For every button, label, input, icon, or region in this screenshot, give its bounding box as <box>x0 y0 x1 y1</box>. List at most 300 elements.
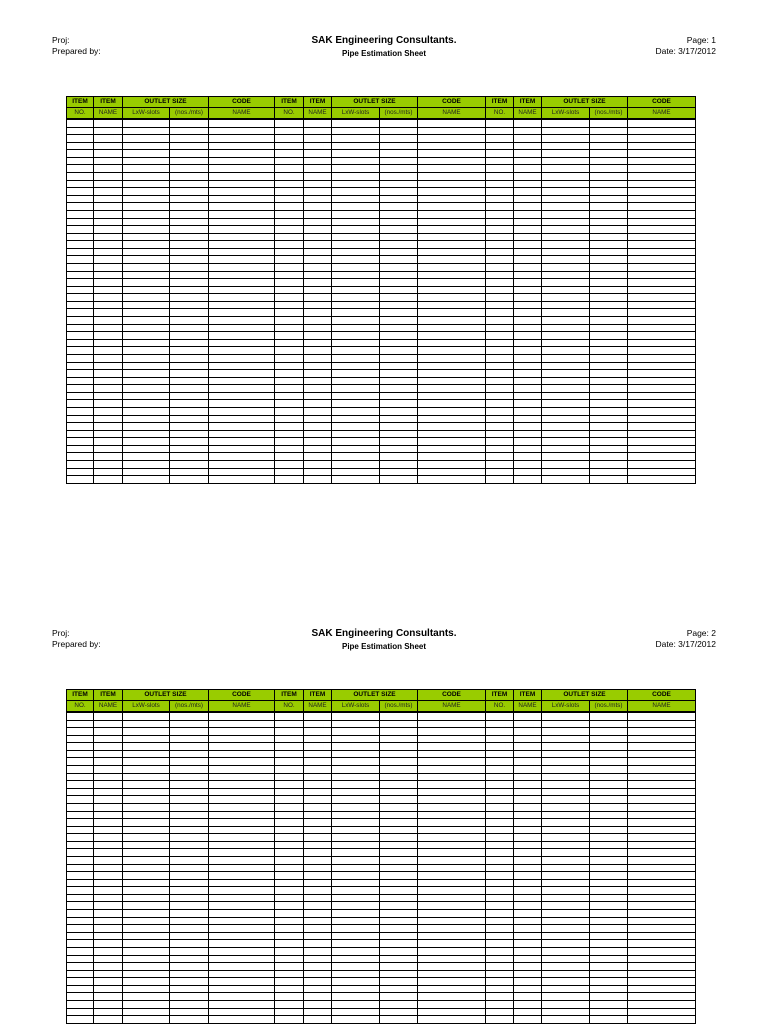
table-cell <box>275 758 304 766</box>
table-cell <box>486 880 514 888</box>
table-cell <box>209 241 275 249</box>
table-cell <box>123 317 170 325</box>
table-cell <box>332 940 380 948</box>
table-cell <box>542 438 590 446</box>
table-cell <box>275 880 304 888</box>
table-cell <box>628 416 696 424</box>
table-cell <box>304 128 332 136</box>
table-cell <box>514 842 542 850</box>
code-name-subheading: NAME <box>209 108 275 120</box>
table-cell <box>304 789 332 797</box>
table-cell <box>486 849 514 857</box>
table-cell <box>275 925 304 933</box>
table-cell <box>275 857 304 865</box>
table-cell <box>304 880 332 888</box>
table-cell <box>170 766 209 774</box>
table-cell <box>209 827 275 835</box>
table-cell <box>123 963 170 971</box>
table-cell <box>275 476 304 484</box>
table-cell <box>628 363 696 371</box>
table-cell <box>94 203 123 211</box>
table-cell <box>94 196 123 204</box>
table-cell <box>170 355 209 363</box>
table-cell <box>590 789 628 797</box>
table-cell <box>332 918 380 926</box>
table-cell <box>123 363 170 371</box>
table-cell <box>542 758 590 766</box>
item-no-subheading: NO. <box>486 701 514 713</box>
table-cell <box>123 219 170 227</box>
table-cell <box>94 347 123 355</box>
table-cell <box>486 446 514 454</box>
table-cell <box>542 340 590 348</box>
table-cell <box>170 181 209 189</box>
table-cell <box>628 438 696 446</box>
table-cell <box>209 857 275 865</box>
table-cell <box>628 834 696 842</box>
table-cell <box>628 203 696 211</box>
table-cell <box>542 963 590 971</box>
table-cell <box>418 423 486 431</box>
table-cell <box>514 165 542 173</box>
table-cell <box>628 461 696 469</box>
table-cell <box>66 834 94 842</box>
table-cell <box>94 173 123 181</box>
table-row <box>66 849 696 857</box>
table-cell <box>542 827 590 835</box>
table-cell <box>94 431 123 439</box>
table-row <box>66 416 696 424</box>
table-cell <box>418 287 486 295</box>
table-row <box>66 128 696 136</box>
table-cell <box>380 910 418 918</box>
table-cell <box>123 120 170 128</box>
table-cell <box>486 256 514 264</box>
table-cell <box>66 128 94 136</box>
table-cell <box>590 287 628 295</box>
table-cell <box>628 325 696 333</box>
table-cell <box>66 226 94 234</box>
table-cell <box>514 751 542 759</box>
table-row <box>66 158 696 166</box>
table-cell <box>304 1001 332 1009</box>
table-cell <box>514 880 542 888</box>
table-cell <box>275 196 304 204</box>
estimation-table <box>66 96 696 484</box>
table-cell <box>123 469 170 477</box>
table-cell <box>542 158 590 166</box>
table-cell <box>94 279 123 287</box>
table-cell <box>486 940 514 948</box>
table-cell <box>590 226 628 234</box>
table-cell <box>514 196 542 204</box>
table-cell <box>170 423 209 431</box>
table-cell <box>486 332 514 340</box>
table-cell <box>170 743 209 751</box>
table-cell <box>170 234 209 242</box>
table-cell <box>380 226 418 234</box>
table-cell <box>418 963 486 971</box>
table-cell <box>332 196 380 204</box>
table-cell <box>66 287 94 295</box>
item-no-heading: ITEM <box>486 96 514 108</box>
table-cell <box>304 309 332 317</box>
table-cell <box>123 188 170 196</box>
outlet-nos-mts-subheading: (nos./mts) <box>170 701 209 713</box>
table-cell <box>94 804 123 812</box>
table-cell <box>542 978 590 986</box>
table-cell <box>380 902 418 910</box>
table-cell <box>123 264 170 272</box>
table-cell <box>418 370 486 378</box>
table-cell <box>275 249 304 257</box>
table-row <box>66 910 696 918</box>
table-cell <box>123 408 170 416</box>
table-cell <box>332 150 380 158</box>
table-cell <box>94 721 123 729</box>
table-cell <box>209 728 275 736</box>
table-cell <box>332 781 380 789</box>
table-cell <box>514 173 542 181</box>
table-cell <box>628 120 696 128</box>
table-cell <box>170 789 209 797</box>
table-cell <box>418 211 486 219</box>
table-cell <box>209 834 275 842</box>
table-row <box>66 963 696 971</box>
table-cell <box>542 781 590 789</box>
table-cell <box>418 1016 486 1024</box>
table-cell <box>170 849 209 857</box>
table-cell <box>275 971 304 979</box>
table-cell <box>542 743 590 751</box>
table-cell <box>304 713 332 721</box>
table-cell <box>418 812 486 820</box>
table-cell <box>66 819 94 827</box>
table-cell <box>542 812 590 820</box>
table-cell <box>332 355 380 363</box>
table-cell <box>332 827 380 835</box>
table-cell <box>304 196 332 204</box>
table-cell <box>542 234 590 242</box>
table-cell <box>170 128 209 136</box>
table-cell <box>418 743 486 751</box>
table-cell <box>332 804 380 812</box>
table-cell <box>590 849 628 857</box>
table-cell <box>123 203 170 211</box>
table-cell <box>304 804 332 812</box>
table-cell <box>514 933 542 941</box>
table-cell <box>332 751 380 759</box>
table-cell <box>514 355 542 363</box>
table-cell <box>418 827 486 835</box>
table-cell <box>94 880 123 888</box>
table-cell <box>380 234 418 242</box>
table-cell <box>542 332 590 340</box>
table-cell <box>209 940 275 948</box>
table-cell <box>94 948 123 956</box>
table-cell <box>170 188 209 196</box>
table-cell <box>66 842 94 850</box>
table-cell <box>590 857 628 865</box>
table-cell <box>486 128 514 136</box>
table-cell <box>275 781 304 789</box>
item-name-heading: ITEM <box>304 96 332 108</box>
table-cell <box>542 865 590 873</box>
table-cell <box>170 865 209 873</box>
table-cell <box>209 713 275 721</box>
table-cell <box>94 317 123 325</box>
table-cell <box>628 476 696 484</box>
item-no-heading: ITEM <box>275 689 304 701</box>
table-row <box>66 834 696 842</box>
table-cell <box>514 865 542 873</box>
table-cell <box>66 196 94 204</box>
table-cell <box>380 1016 418 1024</box>
table-cell <box>418 956 486 964</box>
table-cell <box>486 226 514 234</box>
table-cell <box>332 774 380 782</box>
table-cell <box>94 302 123 310</box>
table-cell <box>66 1016 94 1024</box>
item-no-heading: ITEM <box>66 96 94 108</box>
table-cell <box>590 249 628 257</box>
outlet-nos-mts-subheading: (nos./mts) <box>380 108 418 120</box>
table-cell <box>209 736 275 744</box>
table-row <box>66 774 696 782</box>
table-cell <box>380 294 418 302</box>
table-cell <box>332 812 380 820</box>
table-cell <box>628 1009 696 1017</box>
table-cell <box>275 135 304 143</box>
table-cell <box>628 226 696 234</box>
table-cell <box>380 993 418 1001</box>
table-cell <box>486 925 514 933</box>
table-cell <box>209 135 275 143</box>
table-cell <box>628 302 696 310</box>
table-cell <box>628 925 696 933</box>
sheet-title: Pipe Estimation Sheet <box>341 642 427 651</box>
table-cell <box>66 165 94 173</box>
table-cell <box>332 476 380 484</box>
table-cell <box>590 264 628 272</box>
table-cell <box>209 165 275 173</box>
table-cell <box>380 834 418 842</box>
table-cell <box>628 971 696 979</box>
table-cell <box>170 150 209 158</box>
table-cell <box>209 993 275 1001</box>
table-cell <box>275 736 304 744</box>
table-cell <box>380 978 418 986</box>
table-cell <box>542 721 590 729</box>
table-cell <box>304 120 332 128</box>
table-cell <box>542 355 590 363</box>
table-cell <box>332 385 380 393</box>
table-cell <box>628 219 696 227</box>
table-cell <box>332 461 380 469</box>
table-cell <box>304 963 332 971</box>
table-cell <box>542 918 590 926</box>
table-cell <box>94 766 123 774</box>
table-cell <box>123 789 170 797</box>
table-cell <box>123 796 170 804</box>
table-cell <box>514 789 542 797</box>
table-row <box>66 804 696 812</box>
table-cell <box>94 857 123 865</box>
item-name-subheading: NAME <box>304 108 332 120</box>
table-cell <box>418 721 486 729</box>
table-cell <box>418 438 486 446</box>
table-cell <box>209 804 275 812</box>
table-row <box>66 880 696 888</box>
table-cell <box>628 1016 696 1024</box>
table-cell <box>209 279 275 287</box>
table-cell <box>590 363 628 371</box>
table-cell <box>590 819 628 827</box>
table-cell <box>380 393 418 401</box>
table-cell <box>332 400 380 408</box>
table-cell <box>418 834 486 842</box>
table-cell <box>486 196 514 204</box>
item-name-heading: ITEM <box>514 689 542 701</box>
table-cell <box>66 476 94 484</box>
table-cell <box>275 363 304 371</box>
table-cell <box>486 758 514 766</box>
table-cell <box>170 370 209 378</box>
table-cell <box>380 819 418 827</box>
table-cell <box>542 1016 590 1024</box>
table-cell <box>628 294 696 302</box>
table-cell <box>542 902 590 910</box>
table-cell <box>94 150 123 158</box>
table-cell <box>542 857 590 865</box>
table-cell <box>628 249 696 257</box>
table-cell <box>123 827 170 835</box>
table-cell <box>542 408 590 416</box>
table-cell <box>170 416 209 424</box>
table-header-row <box>66 96 696 108</box>
table-cell <box>66 827 94 835</box>
table-cell <box>275 355 304 363</box>
table-cell <box>542 751 590 759</box>
table-cell <box>590 219 628 227</box>
table-cell <box>170 880 209 888</box>
table-cell <box>170 158 209 166</box>
table-cell <box>94 219 123 227</box>
table-cell <box>486 796 514 804</box>
table-cell <box>542 181 590 189</box>
table-cell <box>304 446 332 454</box>
table-cell <box>170 363 209 371</box>
table-cell <box>486 355 514 363</box>
table-cell <box>94 226 123 234</box>
table-cell <box>170 804 209 812</box>
table-cell <box>94 249 123 257</box>
table-cell <box>304 819 332 827</box>
table-cell <box>380 438 418 446</box>
table-cell <box>332 925 380 933</box>
table-cell <box>542 173 590 181</box>
table-cell <box>542 446 590 454</box>
table-cell <box>170 933 209 941</box>
table-cell <box>380 827 418 835</box>
table-cell <box>418 378 486 386</box>
table-cell <box>66 241 94 249</box>
table-cell <box>514 309 542 317</box>
table-cell <box>66 446 94 454</box>
table-cell <box>123 736 170 744</box>
table-cell <box>418 766 486 774</box>
table-cell <box>380 713 418 721</box>
table-cell <box>628 766 696 774</box>
table-cell <box>123 393 170 401</box>
table-row <box>66 1009 696 1017</box>
table-cell <box>590 872 628 880</box>
table-cell <box>332 948 380 956</box>
table-cell <box>590 827 628 835</box>
table-cell <box>304 438 332 446</box>
table-cell <box>542 849 590 857</box>
table-cell <box>304 203 332 211</box>
table-cell <box>66 416 94 424</box>
table-cell <box>332 766 380 774</box>
table-cell <box>304 272 332 280</box>
table-cell <box>486 865 514 873</box>
table-cell <box>94 963 123 971</box>
table-cell <box>123 325 170 333</box>
item-name-subheading: NAME <box>514 108 542 120</box>
table-row <box>66 453 696 461</box>
table-cell <box>304 743 332 751</box>
table-row <box>66 872 696 880</box>
table-cell <box>514 849 542 857</box>
table-cell <box>418 188 486 196</box>
table-cell <box>332 963 380 971</box>
table-cell <box>590 188 628 196</box>
table-cell <box>628 993 696 1001</box>
table-row <box>66 165 696 173</box>
table-cell <box>209 188 275 196</box>
code-name-subheading: NAME <box>418 701 486 713</box>
table-cell <box>304 812 332 820</box>
table-cell <box>66 150 94 158</box>
table-cell <box>209 400 275 408</box>
table-cell <box>486 728 514 736</box>
table-cell <box>170 902 209 910</box>
table-cell <box>66 751 94 759</box>
table-cell <box>418 940 486 948</box>
code-heading: CODE <box>418 689 486 701</box>
table-cell <box>94 842 123 850</box>
table-cell <box>486 993 514 1001</box>
table-cell <box>380 766 418 774</box>
table-cell <box>590 408 628 416</box>
table-cell <box>332 332 380 340</box>
table-cell <box>275 279 304 287</box>
table-cell <box>304 948 332 956</box>
table-cell <box>275 721 304 729</box>
table-cell <box>275 272 304 280</box>
table-cell <box>628 309 696 317</box>
table-row <box>66 766 696 774</box>
table-cell <box>380 865 418 873</box>
table-cell <box>380 272 418 280</box>
table-cell <box>94 385 123 393</box>
table-row <box>66 211 696 219</box>
table-cell <box>94 469 123 477</box>
table-cell <box>332 872 380 880</box>
outlet-lxw-slots-subheading: LxW-slots <box>542 108 590 120</box>
table-cell <box>590 203 628 211</box>
